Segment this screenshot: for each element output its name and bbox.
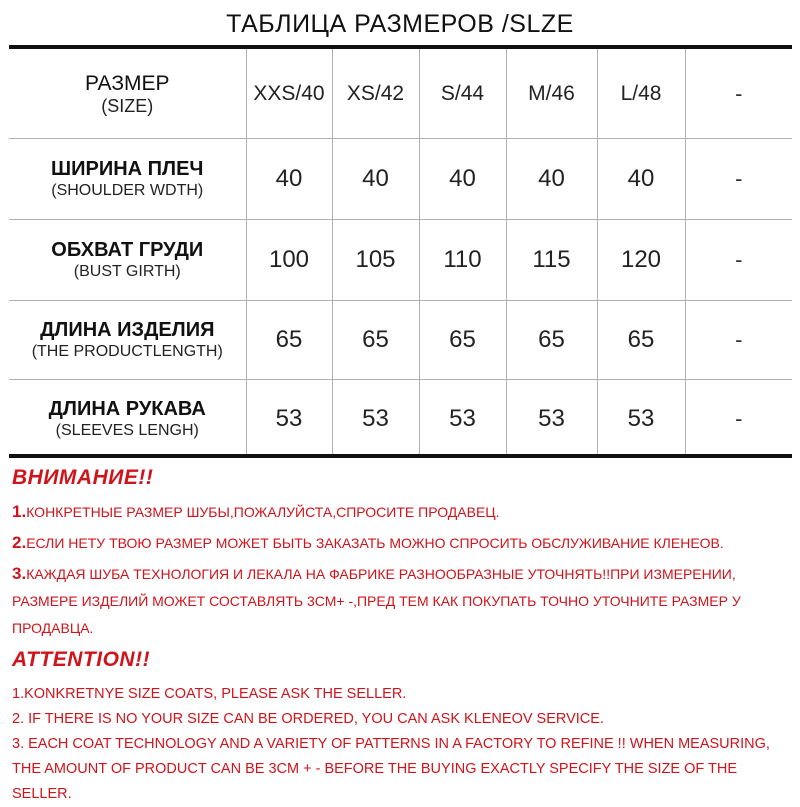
table-header-row <box>9 49 792 139</box>
row-label-ru: ДЛИНА РУКАВА <box>48 397 206 420</box>
table-row <box>9 139 792 220</box>
size-header-cell: M/46 <box>506 49 597 139</box>
row-label <box>9 220 246 301</box>
table-cell: 65 <box>597 301 685 380</box>
table-cell: 105 <box>332 220 419 301</box>
size-header-cell: XXS/40 <box>246 49 332 139</box>
row-label-en: (BUST GIRTH) <box>73 263 181 280</box>
row-label-ru: РАЗМЕР <box>84 71 170 95</box>
table-cell: 53 <box>332 380 419 458</box>
note-ru-item <box>12 529 792 557</box>
row-label-en: (SIZE) <box>101 95 154 116</box>
row-label <box>9 139 246 220</box>
table-cell: - <box>685 380 792 458</box>
size-header-cell: XS/42 <box>332 49 419 139</box>
size-header-cell: S/44 <box>419 49 506 139</box>
note-text: КАЖДАЯ ШУБА ТЕХНОЛОГИЯ И ЛЕКАЛА НА ФАБРИКЕ РАЗНООБРАЗНЫЕ УТОЧНЯТЬ!!ПРИ ИЗМЕРЕНИИ, РАЗМЕРЕ ИЗДЕЛИЙ МОЖЕТ СОСТАВЛЯТЬ 3СМ+ -,ПРЕД ТЕМ КАК ПОКУПАТЬ ТОЧНО УТОЧНИТЕ РАЗМЕР У ПРОДАВЦА. <box>12 566 741 636</box>
row-label-ru: ШИРИНА ПЛЕЧ <box>51 158 204 180</box>
size-header-cell: - <box>685 49 792 139</box>
note-number: 3. <box>12 564 27 583</box>
table-cell: 65 <box>246 301 332 380</box>
row-label-ru: ДЛИНА ИЗДЕЛИЯ <box>40 319 215 341</box>
table-cell: 110 <box>419 220 506 301</box>
note-ru-item <box>12 498 792 526</box>
table-cell: 53 <box>597 380 685 458</box>
row-label-en: (SHOULDER WDTH) <box>51 182 204 199</box>
attention-heading-ru: ВНИМАНИЕ!! <box>12 466 154 489</box>
table-cell: 40 <box>332 139 419 220</box>
row-label <box>9 49 246 139</box>
note-text: ЕСЛИ НЕТУ ТВОЮ РАЗМЕР МОЖЕТ БЫТЬ ЗАКАЗАТЬ МОЖНО СПРОСИТЬ ОБСЛУЖИВАНИЕ КЛЕНЕОВ. <box>26 535 724 551</box>
row-label <box>9 301 246 380</box>
notes-section <box>12 466 792 807</box>
table-cell: 40 <box>506 139 597 220</box>
bottom-rule <box>9 454 792 458</box>
table-row <box>9 301 792 380</box>
table-cell: 100 <box>246 220 332 301</box>
row-label-en: (SLEEVES LENGH) <box>55 421 199 439</box>
table-cell: 65 <box>506 301 597 380</box>
size-header-cell: L/48 <box>597 49 685 139</box>
note-en-item: 1.KONKRETNYE SIZE COATS, PLEASE ASK THE SELLER. <box>12 686 407 702</box>
table-cell: 115 <box>506 220 597 301</box>
table-cell: 40 <box>246 139 332 220</box>
table-cell: 65 <box>332 301 419 380</box>
row-label-en: (THE PRODUCTLENGTH) <box>31 343 223 360</box>
table-cell: 120 <box>597 220 685 301</box>
note-en-item: 3. EACH COAT TECHNOLOGY AND A VARIETY OF PATTERNS IN A FACTORY TO REFINE !! WHEN MEASURING, THE AMOUNT OF PRODUCT CAN BE 3CM + - BEFORE THE BUYING EXACTLY SPECIFY THE SIZE OF THE SELLER. <box>12 736 770 802</box>
table-cell: 40 <box>419 139 506 220</box>
table-cell: 53 <box>246 380 332 458</box>
page-title: ТАБЛИЦА РАЗМЕРОВ /SLZE <box>226 10 574 38</box>
table-cell: 53 <box>506 380 597 458</box>
row-label <box>9 380 246 458</box>
size-table <box>9 49 792 457</box>
note-en-item: 2. IF THERE IS NO YOUR SIZE CAN BE ORDERED, YOU CAN ASK KLENEOV SERVICE. <box>12 711 604 727</box>
table-row <box>9 380 792 458</box>
attention-heading-en: ATTENTION!! <box>12 648 151 671</box>
table-cell: - <box>685 301 792 380</box>
note-number: 2. <box>12 533 27 552</box>
table-cell: 65 <box>419 301 506 380</box>
table-cell: - <box>685 139 792 220</box>
table-cell: - <box>685 220 792 301</box>
table-cell: 40 <box>597 139 685 220</box>
note-number: 1. <box>12 502 27 521</box>
note-text: КОНКРЕТНЫЕ РАЗМЕР ШУБЫ,ПОЖАЛУЙСТА,СПРОСИТЕ ПРОДАВЕЦ. <box>26 504 500 520</box>
table-cell: 53 <box>419 380 506 458</box>
table-row <box>9 220 792 301</box>
row-label-ru: ОБХВАТ ГРУДИ <box>51 239 204 261</box>
note-ru-item <box>12 560 792 642</box>
